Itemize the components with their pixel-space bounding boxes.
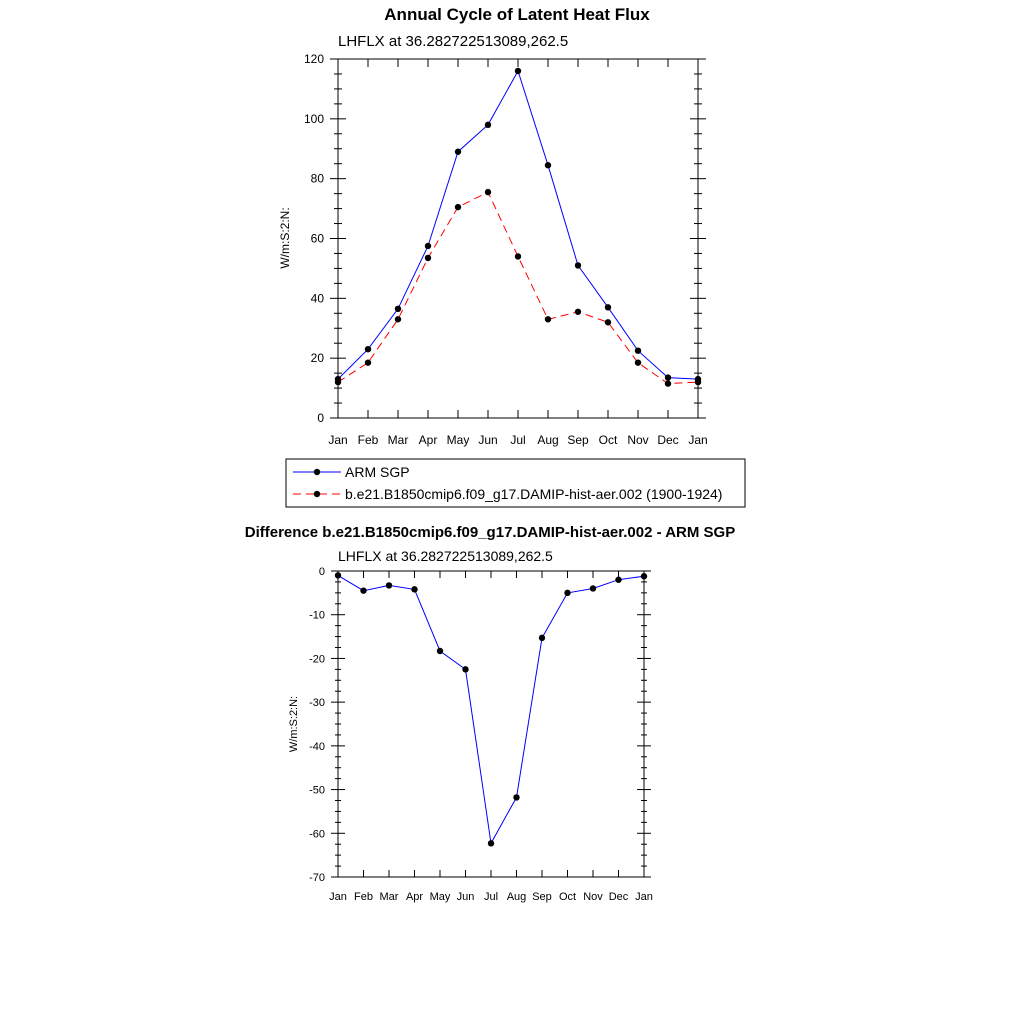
series-line-0 xyxy=(338,575,644,843)
series-line-0 xyxy=(338,71,698,379)
x-tick-label: Jul xyxy=(483,891,499,903)
data-point xyxy=(386,582,392,588)
legend-entry-model xyxy=(293,486,722,502)
data-point xyxy=(575,262,581,268)
data-point xyxy=(395,306,401,312)
y-tick-label: -10 xyxy=(309,609,325,622)
y-tick-label: 80 xyxy=(310,171,324,186)
legend-label-model: b.e21.B1850cmip6.f09_g17.DAMIP-hist-aer.002 (1900-1924) xyxy=(345,486,723,502)
data-point xyxy=(335,379,341,385)
y-tick-label: 100 xyxy=(303,111,324,126)
data-point xyxy=(695,379,701,385)
data-point xyxy=(641,573,647,579)
x-tick-label: May xyxy=(446,433,470,447)
y-axis-label: W/m:S:2:N: xyxy=(278,207,292,269)
difference-chart xyxy=(245,524,735,903)
y-tick-label: -50 xyxy=(309,784,325,797)
x-tick-label: Jun xyxy=(478,433,498,447)
x-tick-label: Nov xyxy=(583,891,603,903)
data-point xyxy=(365,359,371,365)
data-point xyxy=(513,794,519,800)
x-tick-label: Oct xyxy=(558,891,577,903)
data-point xyxy=(605,319,611,325)
x-tick-label: Mar xyxy=(379,891,399,903)
y-tick-label: 0 xyxy=(317,411,324,425)
x-tick-label: Aug xyxy=(506,891,527,903)
data-point xyxy=(425,255,431,261)
data-point xyxy=(635,347,641,353)
legend-marker-model xyxy=(314,491,320,497)
x-tick-label: Jan xyxy=(328,433,348,447)
y-tick-label: 40 xyxy=(310,291,324,306)
data-point xyxy=(564,590,570,596)
chart-title: Annual Cycle of Latent Heat Flux xyxy=(384,5,650,24)
y-tick-label: 0 xyxy=(318,566,325,578)
x-tick-label: Sep xyxy=(567,433,589,447)
x-tick-label: Jul xyxy=(510,433,526,447)
data-point xyxy=(411,586,417,592)
data-point xyxy=(485,122,491,128)
data-point xyxy=(455,149,461,155)
data-point xyxy=(545,162,551,168)
data-point xyxy=(545,316,551,322)
chart-title: Difference b.e21.B1850cmip6.f09_g17.DAMIP-hist-aer.002 - ARM SGP xyxy=(244,524,736,541)
x-tick-label: Oct xyxy=(598,433,618,447)
legend-marker-arm-sgp xyxy=(314,469,320,475)
data-point xyxy=(437,648,443,654)
x-tick-label: Dec xyxy=(657,433,679,447)
x-tick-label: Sep xyxy=(532,891,552,903)
data-point xyxy=(665,374,671,380)
x-tick-label: Dec xyxy=(608,891,629,903)
chart-subtitle: LHFLX at 36.282722513089,262.5 xyxy=(338,33,569,50)
y-tick-label: 60 xyxy=(310,231,324,246)
x-tick-label: Mar xyxy=(387,433,409,447)
data-point xyxy=(455,204,461,210)
data-point xyxy=(335,572,341,578)
data-point xyxy=(425,243,431,249)
x-tick-label: Apr xyxy=(418,433,438,447)
x-tick-label: May xyxy=(429,891,451,903)
x-tick-label: Feb xyxy=(354,891,373,903)
data-point xyxy=(515,68,521,74)
data-point xyxy=(615,577,621,583)
data-point xyxy=(539,635,545,641)
plot-frame xyxy=(338,571,644,877)
series-line-1 xyxy=(338,192,698,384)
data-point xyxy=(395,316,401,322)
y-tick-label: -70 xyxy=(309,872,325,884)
y-tick-label: 20 xyxy=(310,351,324,366)
data-point xyxy=(488,840,494,846)
data-point xyxy=(515,253,521,259)
y-tick-label: -30 xyxy=(309,697,325,710)
legend xyxy=(286,459,745,507)
chart-subtitle: LHFLX at 36.282722513089,262.5 xyxy=(338,548,553,564)
x-tick-label: Feb xyxy=(357,433,379,447)
y-tick-label: -40 xyxy=(309,740,325,753)
data-point xyxy=(575,309,581,315)
y-axis-label: W/m:S:2:N: xyxy=(288,695,300,753)
legend-label-arm-sgp: ARM SGP xyxy=(345,464,410,480)
y-tick-label: -20 xyxy=(309,653,325,666)
x-tick-label: Aug xyxy=(537,433,559,447)
x-tick-label: Nov xyxy=(627,433,649,447)
x-tick-label: Jan xyxy=(688,433,708,447)
x-tick-label: Apr xyxy=(405,891,424,903)
data-point xyxy=(665,380,671,386)
annual-cycle-chart xyxy=(278,5,708,447)
y-tick-label: 120 xyxy=(303,52,324,66)
x-tick-label: Jan xyxy=(329,891,347,903)
data-point xyxy=(365,346,371,352)
data-point xyxy=(635,359,641,365)
x-tick-label: Jan xyxy=(635,891,653,903)
y-tick-label: -60 xyxy=(309,828,325,841)
plot-frame xyxy=(338,59,698,418)
data-point xyxy=(590,585,596,591)
data-point xyxy=(462,666,468,672)
data-point xyxy=(485,189,491,195)
data-point xyxy=(360,587,366,593)
x-tick-label: Jun xyxy=(456,891,475,903)
data-point xyxy=(605,304,611,310)
